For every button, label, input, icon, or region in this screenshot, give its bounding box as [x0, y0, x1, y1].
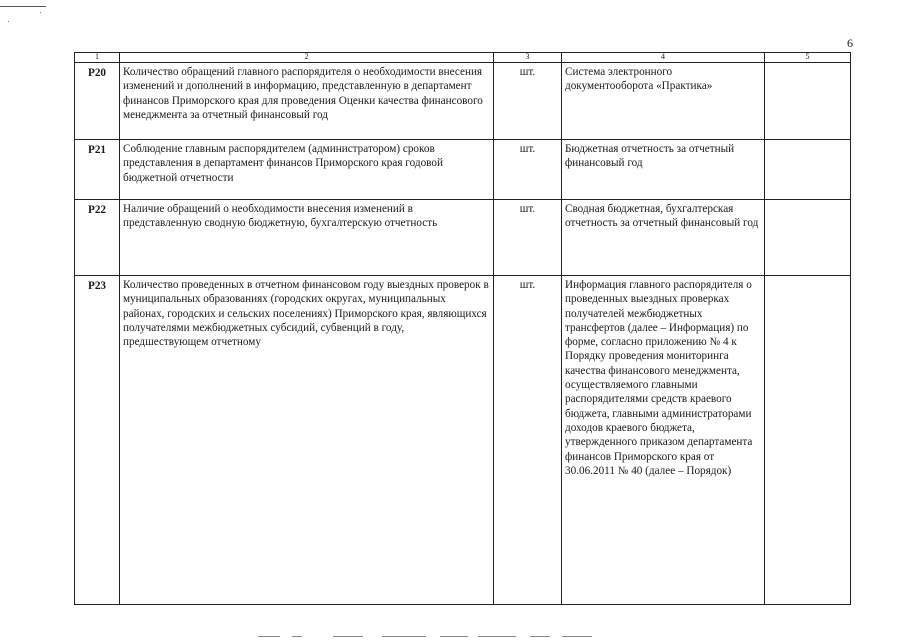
- column-header: 2: [120, 53, 494, 63]
- indicator-description: Количество проведенных в отчетном финансовом году выездных проверок в муниципальных образованиях (городских округах, муниципальных районах, городских и сельских поселениях) Приморского края, являющихся получателями межбюджетных субсидий, субвенций в году, предшествующем отчетному: [120, 276, 494, 605]
- column-header: 5: [765, 53, 851, 63]
- scan-artifact-line: [0, 6, 46, 7]
- scan-artifact-dash: [333, 636, 363, 637]
- indicator-source: Система электронного документооборота «Практика»: [562, 63, 765, 140]
- table-row-p23: [75, 276, 851, 605]
- scan-footer-artifacts: [0, 633, 905, 640]
- indicator-unit: шт.: [494, 276, 562, 605]
- table-row-p20: [75, 63, 851, 140]
- scan-artifact-dot: [40, 12, 41, 13]
- indicator-note: [765, 276, 851, 605]
- column-header: 1: [75, 53, 120, 63]
- scan-artifact-dash: [530, 636, 550, 637]
- table-row-p21: [75, 140, 851, 200]
- indicator-unit: шт.: [494, 200, 562, 276]
- indicator-code: P23: [75, 276, 120, 605]
- indicator-unit: шт.: [494, 140, 562, 200]
- column-header: 3: [494, 53, 562, 63]
- indicator-description: Количество обращений главного распорядителя о необходимости внесения изменений и дополнений в информацию, представленную в департамент финансов Приморского края для проведения Оценки качества финансового менеджмента за отчетный финансовый год: [120, 63, 494, 140]
- scan-artifact-dash: [440, 636, 468, 637]
- scan-artifact-dot: [8, 21, 9, 22]
- indicator-source: Бюджетная отчетность за отчетный финансовый год: [562, 140, 765, 200]
- scan-artifact-dash: [292, 636, 302, 637]
- indicators-table: [74, 52, 851, 605]
- page-number: 6: [847, 36, 853, 50]
- scan-artifact-dash: [382, 636, 426, 637]
- column-header: 4: [562, 53, 765, 63]
- indicator-description: Соблюдение главным распорядителем (администратором) сроков представления в департамент финансов Приморского края годовой бюджетной отчетности: [120, 140, 494, 200]
- indicator-code: P22: [75, 200, 120, 276]
- scan-artifact-dash: [478, 636, 516, 637]
- indicator-source: Сводная бюджетная, бухгалтерская отчетность за отчетный финансовый год: [562, 200, 765, 276]
- indicator-code: P21: [75, 140, 120, 200]
- table-header-row: [75, 53, 851, 63]
- indicator-description: Наличие обращений о необходимости внесения изменений в представленную сводную бюджетную, бухгалтерскую отчетность: [120, 200, 494, 276]
- indicator-note: [765, 200, 851, 276]
- indicator-unit: шт.: [494, 63, 562, 140]
- indicator-note: [765, 63, 851, 140]
- indicator-code: P20: [75, 63, 120, 140]
- indicator-note: [765, 140, 851, 200]
- scan-artifact-dash: [258, 636, 280, 637]
- table-row-p22: [75, 200, 851, 276]
- scan-artifact-dash: [562, 636, 592, 637]
- indicator-source: Информация главного распорядителя о проведенных выездных проверках получателей межбюджетных трансфертов (далее – Информация) по форме, согласно приложению № 4 к Порядку проведения мониторинга качества финансового менеджмента, осуществляемого главными распорядителями средств краевого бюджета, главными администраторами доходов краевого бюджета, утвержденного приказом департамента финансов Приморского края от 30.06.2011 № 40 (далее – Порядок): [562, 276, 765, 605]
